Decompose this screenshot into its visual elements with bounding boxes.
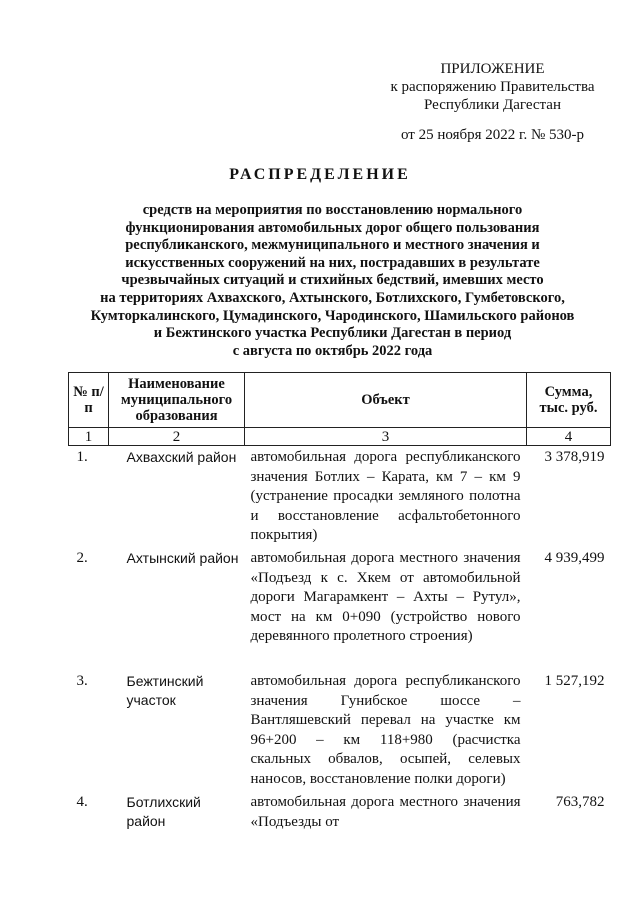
row-municipality: Ахтынский район xyxy=(126,550,239,566)
annex-block xyxy=(360,60,625,144)
header-num: № п/п xyxy=(69,373,109,428)
header-municipality: Наименование муниципального образования xyxy=(109,373,245,428)
column-number: 3 xyxy=(245,428,527,446)
header-object: Объект xyxy=(245,373,527,428)
row-municipality: Ботлихский район xyxy=(126,794,201,829)
column-number: 2 xyxy=(109,428,245,446)
column-number-row xyxy=(69,428,611,446)
table-row xyxy=(69,446,611,550)
subtitle-line: Кумторкалинского, Цумадинского, Чародинского, Шамильского районов xyxy=(90,307,575,324)
row-num: 4. xyxy=(76,794,88,810)
subtitle-line: с августа по октябрь 2022 года xyxy=(232,342,433,359)
table-row xyxy=(69,549,611,672)
row-object: автомобильная дорога республиканского значения Гунибское шоссе – Вантляшевский перевал на участке км 96+200 – км 118+980 (расчистка скальных обвалов, осыпей, селевых наносов, восстановление полки дороги) xyxy=(250,673,521,787)
column-number: 4 xyxy=(527,428,611,446)
row-object: автомобильная дорога республиканского значения Ботлих – Карата, км 7 – км 9 (устранение просадки земляного полотна и восстановление асфальтобетонного покрытия) xyxy=(250,449,521,543)
distribution-table xyxy=(68,372,611,832)
subtitle-line: республиканского, межмуниципального и местного значения и xyxy=(125,237,540,254)
table-header-row xyxy=(69,373,611,428)
row-amount: 4 939,499 xyxy=(544,550,605,566)
subtitle-line: и Бежтинского участка Республики Дагестан в период xyxy=(153,325,512,342)
subtitle-line: искусственных сооружений на них, пострадавших в результате xyxy=(125,254,540,271)
row-municipality: Бежтинский участок xyxy=(126,673,204,708)
annex-order: от 25 ноября 2022 г. № 530-р xyxy=(400,127,585,143)
subtitle-line: чрезвычайных ситуаций и стихийных бедствий, имевших место xyxy=(121,272,544,289)
document-title: РАСПРЕДЕЛЕНИЕ xyxy=(229,166,411,183)
document-subtitle xyxy=(60,202,605,360)
annex-title: ПРИЛОЖЕНИЕ xyxy=(440,61,545,77)
row-object: автомобильная дорога местного значения «Подъезд к с. Хкем от автомобильной дороги Магарамкент – Ахты – Рутул», мост на км 0+090 (устройство нового деревянного пролетного строения) xyxy=(250,550,521,644)
table-row xyxy=(69,672,611,793)
row-object: автомобильная дорога местного значения «Подъезды от xyxy=(250,794,521,830)
annex-line-2: Республики Дагестан xyxy=(424,97,561,113)
row-municipality: Ахвахский район xyxy=(126,449,237,465)
subtitle-line: средств на мероприятия по восстановлению нормального xyxy=(142,202,523,218)
table-row xyxy=(69,793,611,832)
row-num: 1. xyxy=(76,449,88,465)
subtitle-line: функционирования автомобильных дорог общего пользования xyxy=(125,219,540,236)
subtitle-line: на территориях Ахвахского, Ахтынского, Ботлихского, Гумбетовского, xyxy=(100,289,565,306)
row-amount: 1 527,192 xyxy=(544,673,605,689)
row-num: 3. xyxy=(76,673,88,689)
row-num: 2. xyxy=(76,550,88,566)
row-amount: 3 378,919 xyxy=(544,449,605,465)
row-amount: 763,782 xyxy=(555,794,605,810)
column-number: 1 xyxy=(69,428,109,446)
annex-line-1: к распоряжению Правительства xyxy=(390,79,595,95)
header-amount: Сумма, тыс. руб. xyxy=(527,373,611,428)
